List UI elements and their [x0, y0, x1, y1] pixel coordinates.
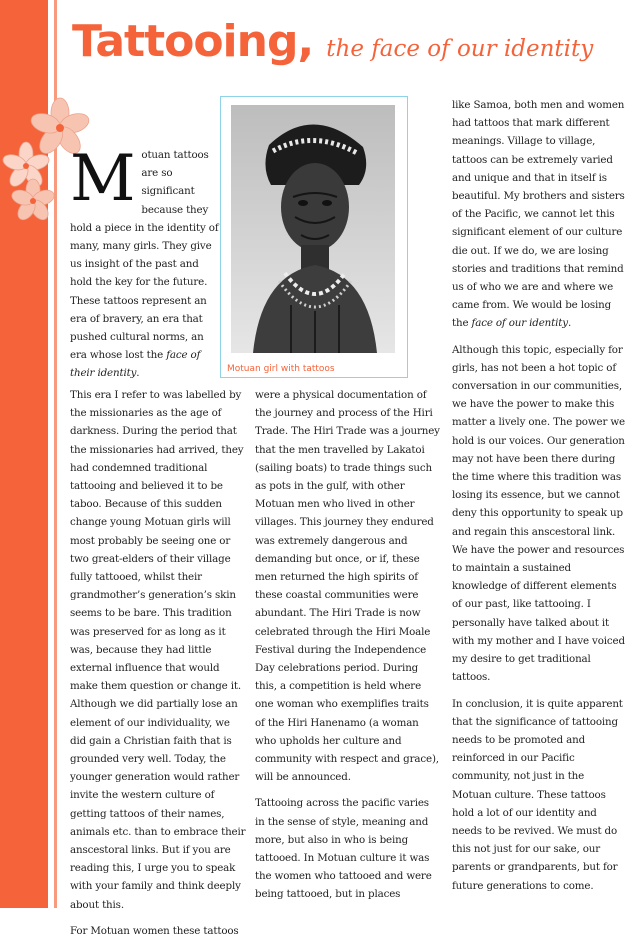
column-3-paragraph-1: [452, 96, 626, 333]
column-3-paragraph-2: Although this topic, especially for girls, has not been a hot topic of conversation in our communities, we have the power to make this matter a lively one. The power we hold is our voices. Our generation may not have been there during the time where this tradition was losing its essence, but we cannot deny this opportunity to speak up and regain this anscestoral link. We have the power and resources to maintain a sustained knowledge of different elements of our past, like tattooing. I personally have talked about it with my mother and I have voiced my desire to get traditional tattoos.: [452, 343, 625, 684]
column-3-end: .: [567, 317, 572, 330]
intro-end: .: [136, 367, 140, 380]
hibiscus-flower-icon: [8, 176, 58, 226]
article-column-2: [255, 386, 441, 912]
column-1-paragraph-2: For Motuan women these tattoos: [70, 924, 239, 937]
photo-frame: [220, 96, 408, 378]
title-main: Tattooing,: [72, 16, 314, 67]
page-title: [72, 16, 632, 76]
portrait-photo: [231, 105, 395, 353]
intro-emphasis: face of their identity: [70, 349, 201, 380]
column-3-paragraph-3: In conclusion, it is quite apparent that the significance of tattooing needs to be promoted and reinforced in our Pacific community, not just in the Motuan culture. These tattoos hold a lot of our identity and needs to be revived. We must do this not just for our sake, our parents or grandparents, but for future generations to come.: [452, 697, 623, 892]
article-intro: [70, 142, 220, 391]
column-3-emphasis: face of our identity: [471, 317, 568, 330]
column-2-paragraph-1: were a physical documentation of the journey and process of the Hiri Trade. The Hiri Trade was a journey that the men travelled by Lakatoi (sailing boats) to trade things such as pots in the gulf, with other Motuan men who lived in other villages. This journey they endured was extremely dangerous and demanding but once, or if, these men returned the high spirits of these coastal communities were abundant. The Hiri Trade is now celebrated through the Hiri Moale Festival during the Independence Day celebrations period. During this, a competition is held where one woman who exemplifies traits of the Hiri Hanenamo (a woman who upholds her culture and community with respect and grace), will be announced.: [255, 389, 440, 784]
title-subtitle: the face of our identity: [326, 36, 594, 62]
article-column-3: [452, 96, 626, 903]
column-1-paragraph-1: This era I refer to was labelled by the missionaries as the age of darkness. During the period that the missionaries had arrived, they had condemned traditional tattooing and believed it to be taboo. Because of this sudden change young Motuan girls will most probably be seeing one or two great-elders of their village fully tattooed, whilst their grandmother’s generation’s skin seems to be bare. This tradition was preserved for as long as it was, because they had little external influence that would make them question or change it. Although we did partially lose an element of our individuality, we did gain a Christian faith that is grounded very well. Today, the younger generation would rather invite the western culture of getting tattoos of their names, animals etc. than to embrace their anscestoral links. But if you are reading this, I urge you to speak with your family and think deeply about this.: [70, 389, 246, 911]
intro-text: otuan tattoos are so significant because they hold a piece in the identity of many, many girls. They give us insight of the past and hold the key for the future. These tattoos represent an era of bravery, an era that pushed cultural norms, an era whose lost the: [70, 149, 219, 362]
column-2-paragraph-2: Tattooing across the pacific varies in the sense of style, meaning and more, but also in who is being tattooed. In Motuan culture it was the women who tattooed and were being tattooed, but in places: [255, 797, 432, 901]
column-3-text: like Samoa, both men and women had tattoos that mark different meanings. Village to village, tattoos can be extremely varied and unique and that in itself is beautiful. My brothers and sisters of the Pacific, we cannot let this significant element of our culture die out. If we do, we are losing stories and traditions that remind us of who we are and where we came from. We would be losing the: [452, 99, 625, 330]
drop-cap: M: [70, 142, 136, 216]
photo-caption: Motuan girl with tattoos: [227, 364, 335, 374]
intro-paragraph: [70, 142, 220, 383]
article-column-1: [70, 386, 246, 948]
